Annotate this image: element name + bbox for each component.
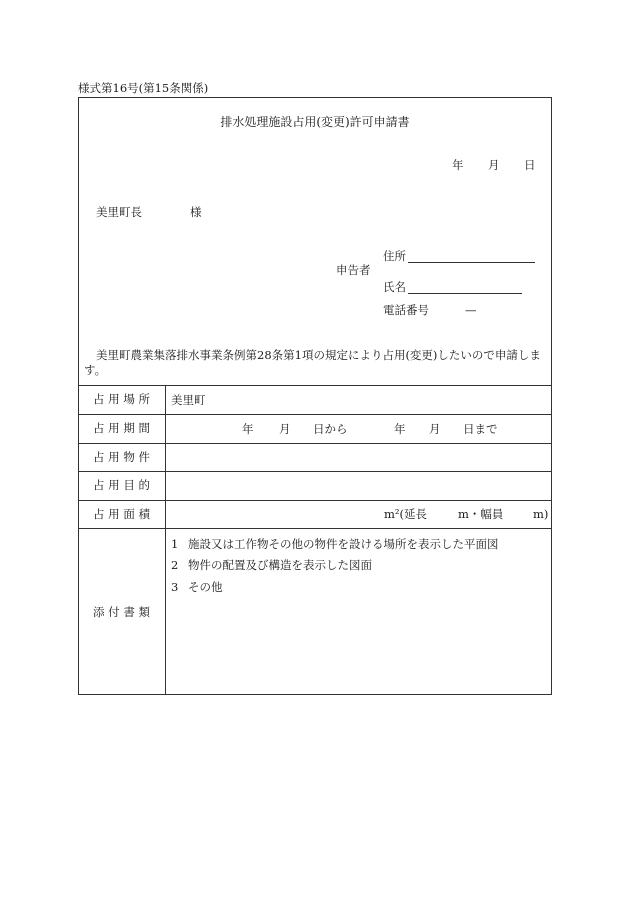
form-number: 様式第16号(第15条関係): [78, 81, 209, 95]
name-underline: [408, 293, 522, 294]
column-divider: [165, 385, 166, 695]
attachment-item: その他: [188, 580, 223, 594]
period-label: 占 用 期 間: [93, 421, 150, 435]
applicant-label: 申告者: [336, 263, 371, 277]
addressee-honorific: 様: [190, 205, 202, 219]
phone-separator: —: [465, 303, 477, 317]
form-title: 排水処理施設占用(変更)許可申請書: [220, 115, 410, 129]
attachment-item: 物件の配置及び構造を表示した図面: [188, 558, 372, 572]
purpose-label: 占 用 目 的: [93, 478, 150, 492]
attachment-number: 3: [171, 580, 179, 594]
area-label: 占 用 面 積: [93, 507, 150, 521]
phone-label: 電話番号: [383, 303, 429, 317]
address-underline: [408, 262, 535, 263]
area-width: m・幅員: [458, 507, 504, 521]
date-day-label: 日: [524, 158, 536, 172]
row-divider: [78, 528, 552, 529]
period-end-month: 月: [429, 422, 441, 436]
application-statement: 美里町農業集落排水事業条例第28条第1項の規定により占用(変更)したいので申請します。: [84, 348, 541, 377]
period-start-month: 月: [279, 422, 291, 436]
attachment-number: 2: [171, 558, 179, 572]
attachments-label: 添 付 書 類: [93, 605, 150, 619]
date-month-label: 月: [488, 158, 500, 172]
object-label: 占 用 物 件: [93, 450, 150, 464]
address-label: 住所: [383, 249, 406, 263]
location-label: 占 用 場 所: [93, 392, 150, 406]
location-value: 美里町: [171, 393, 206, 407]
area-square-meters: m²(延長: [384, 507, 428, 521]
date-year-label: 年: [452, 158, 464, 172]
period-end-year: 年: [394, 422, 406, 436]
area-meters-close: m): [533, 507, 549, 521]
period-start-day: 日から: [313, 422, 348, 436]
name-label: 氏名: [383, 280, 406, 294]
attachment-item: 施設又は工作物その他の物件を設ける場所を表示した平面図: [188, 537, 499, 551]
period-end-day: 日まで: [463, 422, 498, 436]
attachment-number: 1: [171, 537, 179, 551]
addressee-name: 美里町長: [96, 205, 142, 219]
period-start-year: 年: [242, 422, 254, 436]
